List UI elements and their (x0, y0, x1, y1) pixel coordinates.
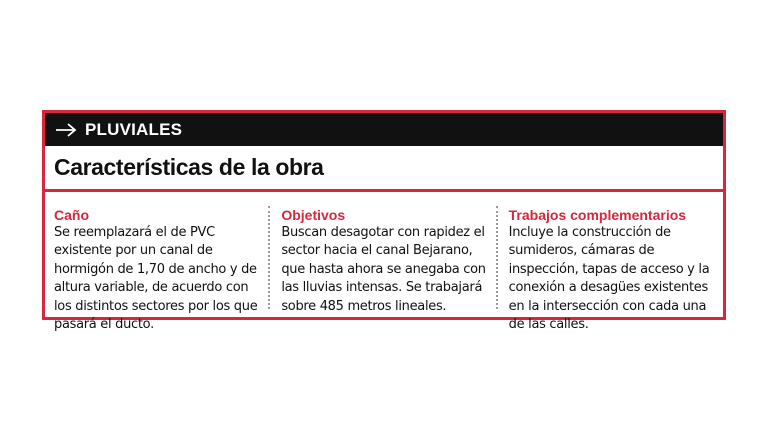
column-objetivos (268, 206, 495, 314)
column-body: Buscan desagotar con rapidez el sector hacia el canal Bejarano, que hasta ahora se anegaba con las lluvias intensas. Se trabajará sobre 485 metros lineales. (281, 225, 486, 314)
section-label: PLUVIALES (85, 119, 183, 139)
columns (45, 206, 723, 333)
column-heading: Trabajos complementarios (508, 207, 687, 223)
infobox (42, 110, 726, 333)
section-header-bar (45, 113, 723, 146)
infobox-title: Características de la obra (54, 154, 324, 180)
column-cano (45, 206, 268, 333)
column-heading: Caño (54, 207, 89, 223)
column-trabajos-complementarios (496, 206, 723, 333)
title-row (45, 146, 723, 192)
column-heading: Objetivos (281, 207, 346, 223)
column-body: Incluye la construcción de sumideros, cámaras de inspección, tapas de acceso y la conexión a desagües existentes en la intersección con cada una de las calles. (508, 225, 710, 333)
column-body: Se reemplazará el de PVC existente por un canal de hormigón de 1,70 de ancho y de altura variable, de acuerdo con los distintos sectores por los que pasará el ducto. (54, 225, 258, 333)
arrow-right-icon (55, 123, 77, 137)
